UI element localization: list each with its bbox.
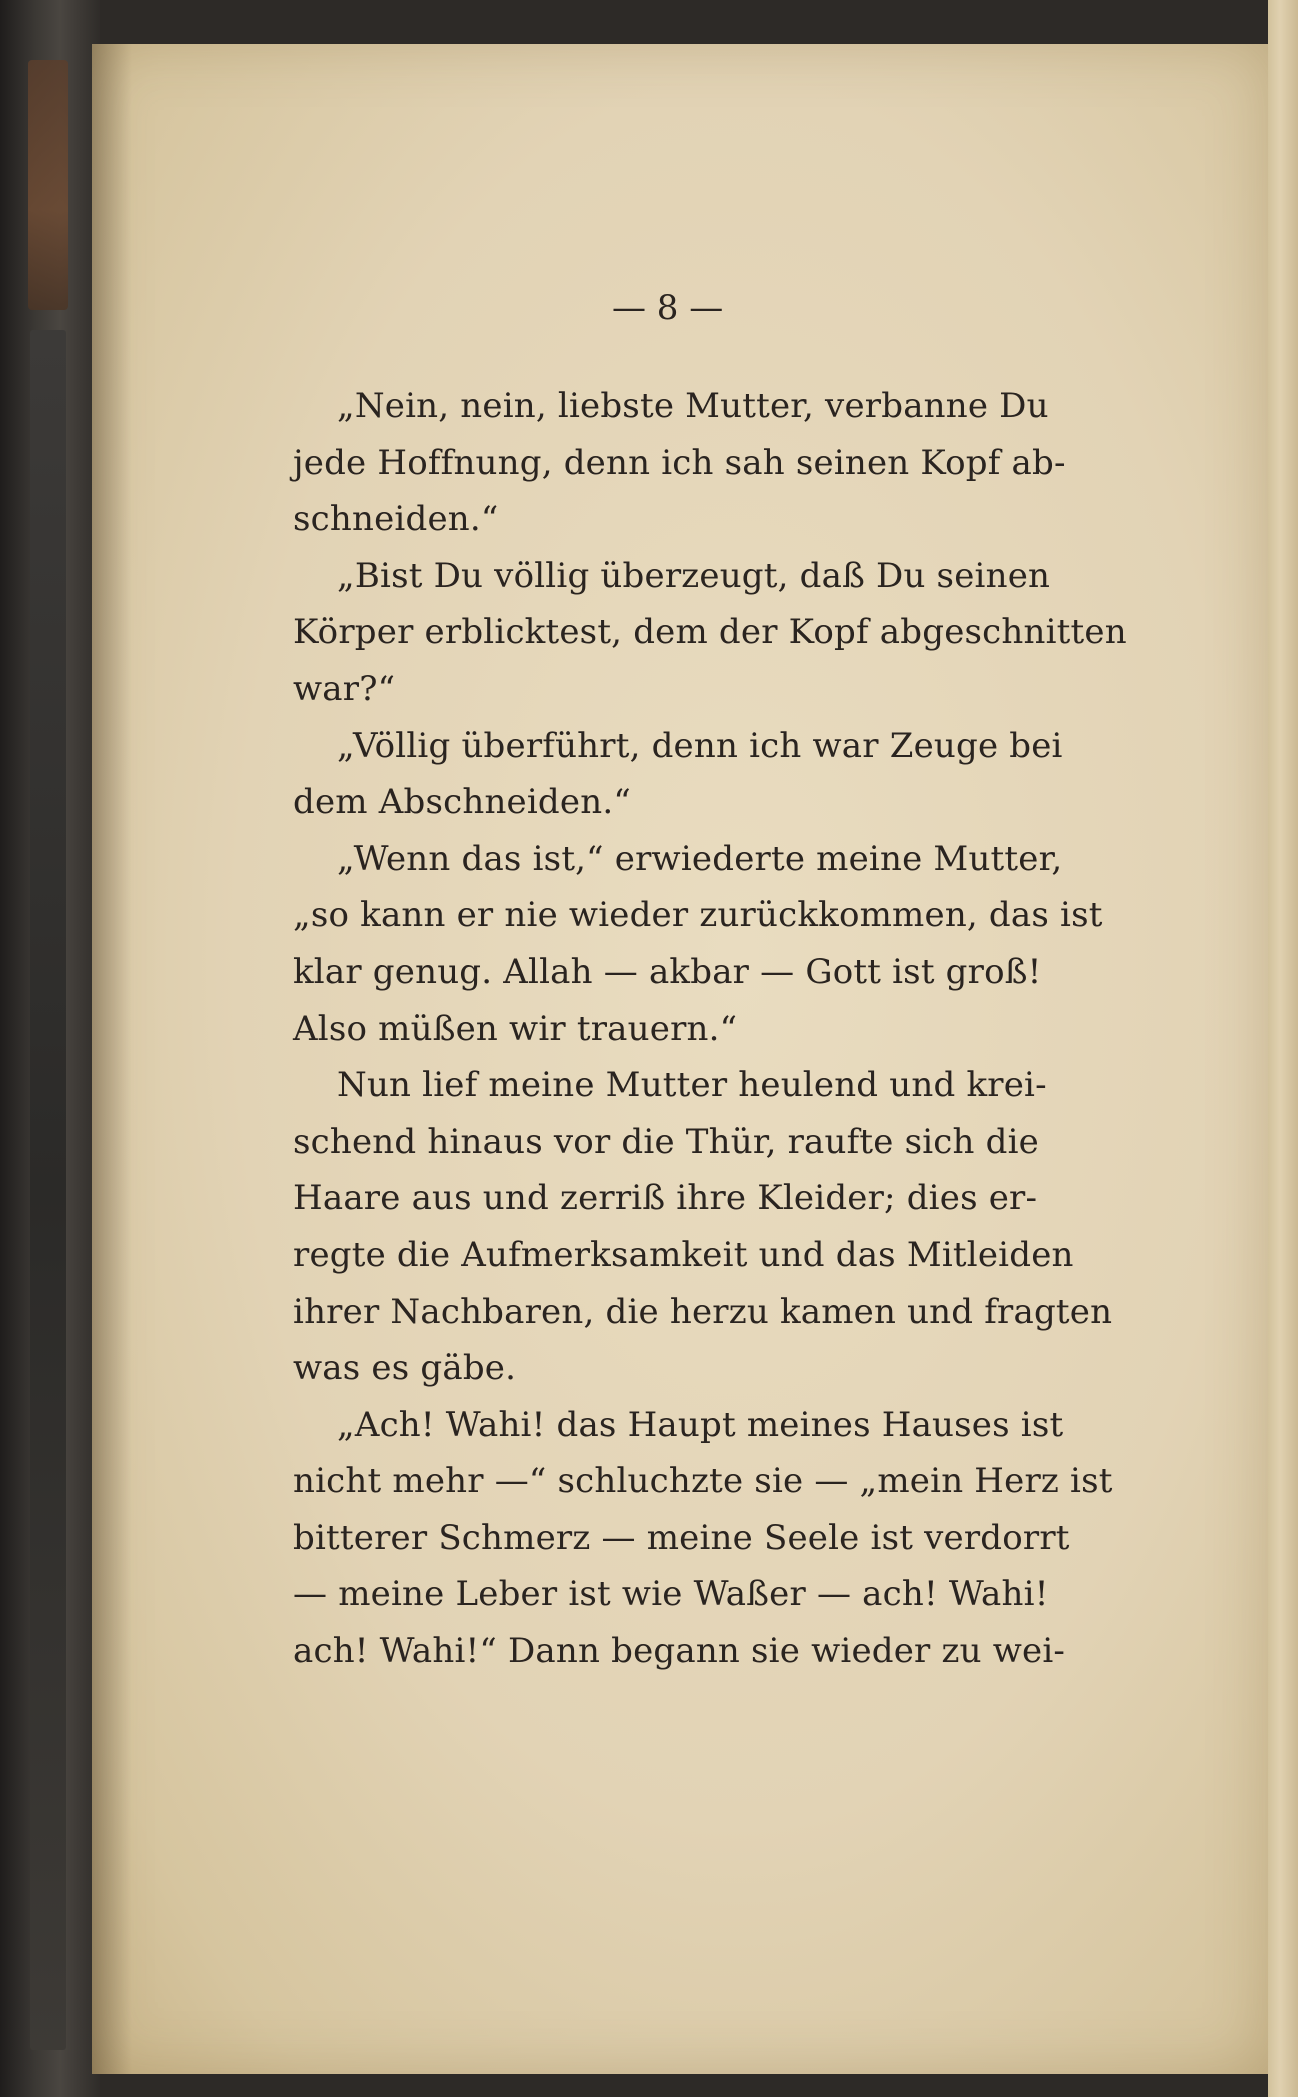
text-line: klar genug. Allah — akbar — Gott ist groß! [293, 951, 1042, 992]
paragraph [293, 1397, 1113, 1680]
binding-cloth-strip [30, 330, 66, 2050]
text-line: „so kann er nie wieder zurückkommen, das ist [293, 895, 1103, 936]
text-line: Also müßen wir trauern.“ [293, 1008, 738, 1049]
text-line: Körper erblicktest, dem der Kopf abgeschnitten [293, 612, 1127, 653]
paragraph [293, 831, 1105, 1057]
body-text [293, 378, 1127, 1680]
paragraph [293, 1057, 1113, 1397]
text-line: — meine Leber ist wie Waßer — ach! Wahi! [293, 1574, 1049, 1615]
page-number: — 8 — [612, 288, 724, 328]
text-line: schneiden.“ [293, 499, 499, 540]
text-line: was es gäbe. [293, 1348, 517, 1389]
text-line: dem Abschneiden.“ [293, 782, 631, 823]
text-line: Haare aus und zerriß ihre Kleider; dies er- [293, 1178, 1038, 1219]
text-line: nicht mehr —“ schluchzte sie — „mein Herz ist [293, 1461, 1113, 1502]
text-line: ach! Wahi!“ Dann begann sie wieder zu wei- [293, 1631, 1066, 1672]
text-line: „Wenn das ist,“ erwiederte meine Mutter, [337, 838, 1063, 879]
text-line: „Bist Du völlig überzeugt, daß Du seinen [337, 555, 1051, 596]
text-line: war?“ [293, 668, 396, 709]
paragraph [293, 378, 1105, 548]
text-line: jede Hoffnung, denn ich sah seinen Kopf ab- [293, 442, 1066, 483]
text-line: Nun lief meine Mutter heulend und krei- [337, 1065, 1047, 1106]
text-line: ihrer Nachbaren, die herzu kamen und fragten [293, 1291, 1113, 1332]
text-line: regte die Aufmerksamkeit und das Mitleiden [293, 1234, 1074, 1275]
binding-leather-strip [28, 60, 68, 310]
text-line: „Nein, nein, liebste Mutter, verbanne Du [337, 386, 1049, 426]
text-line: „Völlig überführt, denn ich war Zeuge bei [337, 725, 1063, 766]
paragraph [293, 718, 1105, 831]
text-line: schend hinaus vor die Thür, raufte sich die [293, 1121, 1040, 1162]
paragraph [293, 548, 1127, 718]
text-line: „Ach! Wahi! das Haupt meines Hauses ist [337, 1404, 1064, 1445]
page-edge [1268, 0, 1298, 2097]
text-line: bitterer Schmerz — meine Seele ist verdorrt [293, 1517, 1070, 1558]
gutter-shadow [92, 44, 132, 2074]
